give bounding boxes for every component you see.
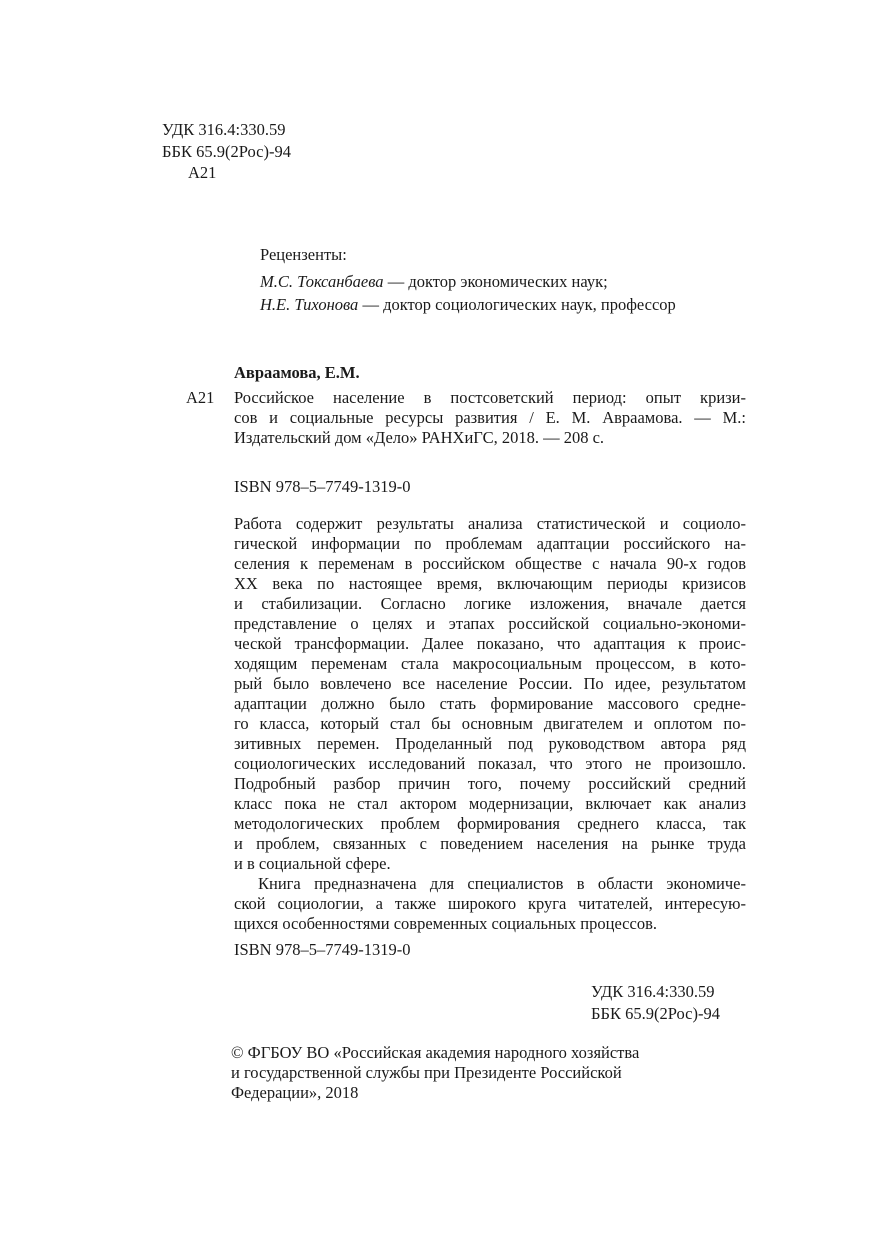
abstract-line: и в социальной сфере. — [234, 854, 391, 873]
abstract-line: рый было вовлечено все население России. По идее, результатом — [234, 674, 746, 693]
abstract-line: Подробный разбор причин того, почему российский средний — [234, 774, 746, 793]
abstract-line: щихся особенностями современных социальных процессов. — [234, 914, 657, 933]
reviewer-2-name: Н.Е. Тихонова — [260, 295, 359, 314]
isbn-top: ISBN 978–5–7749-1319-0 — [234, 477, 411, 496]
abstract-line: го класса, который стал бы основным двигателем и оплотом по- — [234, 714, 746, 733]
copyright-line: Федерации», 2018 — [231, 1083, 359, 1102]
abstract-line: зитивных перемен. Проделанный под руководством автора ряд — [234, 734, 746, 753]
isbn-bottom: ISBN 978–5–7749-1319-0 — [234, 940, 411, 959]
abstract-line: класс пока не стал актором модернизации, включает как анализ — [234, 794, 746, 813]
abstract-line: методологических проблем формирования среднего класса, так — [234, 814, 746, 833]
abstract-line: социологических исследований показал, что этого не произошло. — [234, 754, 746, 773]
abstract-line: и проблем, связанных с поведением населения на рынке труда — [234, 834, 746, 853]
reviewer-2-desc: — доктор социологических наук, профессор — [358, 295, 676, 314]
reviewer-1-desc: — доктор экономических наук; — [383, 272, 608, 291]
reviewer-1-name: М.С. Токсанбаева — [260, 272, 384, 291]
bib-line-3: Издательский дом «Дело» РАНХиГС, 2018. — 208 с. — [234, 428, 605, 447]
copyright-line: и государственной службы при Президенте Российской — [231, 1063, 622, 1082]
bbk-code-top: ББК 65.9(2Рос)-94 — [162, 142, 291, 161]
abstract-line: гической информации по проблемам адаптации российского на- — [234, 534, 746, 553]
abstract-line: ской социологии, а также широкого круга читателей, интересую- — [234, 894, 746, 913]
abstract-line: Книга предназначена для специалистов в области экономиче- — [258, 874, 746, 893]
bib-line-1: Российское население в постсоветский период: опыт кризи- — [234, 388, 746, 407]
copyright-line: © ФГБОУ ВО «Российская академия народного хозяйства — [231, 1043, 640, 1062]
abstract-line: Работа содержит результаты анализа статистической и социоло- — [234, 514, 746, 533]
abstract-line: адаптации должно было стать формирование массового средне- — [234, 694, 746, 713]
udk-code-top: УДК 316.4:330.59 — [162, 120, 286, 139]
reviewer-1 — [260, 272, 608, 292]
author-mark-top: А21 — [188, 163, 217, 182]
reviewers-heading: Рецензенты: — [260, 245, 347, 264]
abstract-line: представление о целях и этапах российской социально-экономи- — [234, 614, 746, 633]
bib-line-2: сов и социальные ресурсы развития / Е. М. Авраамова. — М.: — [234, 408, 746, 427]
udk-code-bottom: УДК 316.4:330.59 — [591, 982, 715, 1001]
abstract-line: и стабилизации. Согласно логике изложения, вначале дается — [234, 594, 746, 613]
bib-author: Авраамова, Е.М. — [234, 363, 360, 382]
abstract-line: XX века по настоящее время, включающим периоды кризисов — [234, 574, 746, 593]
reviewer-2 — [260, 295, 676, 315]
bib-mark: А21 — [186, 388, 215, 407]
bbk-code-bottom: ББК 65.9(2Рос)-94 — [591, 1004, 720, 1023]
abstract-line: ходящим переменам стала макросоциальным процессом, в кото- — [234, 654, 746, 673]
abstract-line: селения к переменам в российском обществе с начала 90-х годов — [234, 554, 746, 573]
abstract-line: ческой трансформации. Далее показано, что адаптация к проис- — [234, 634, 746, 653]
